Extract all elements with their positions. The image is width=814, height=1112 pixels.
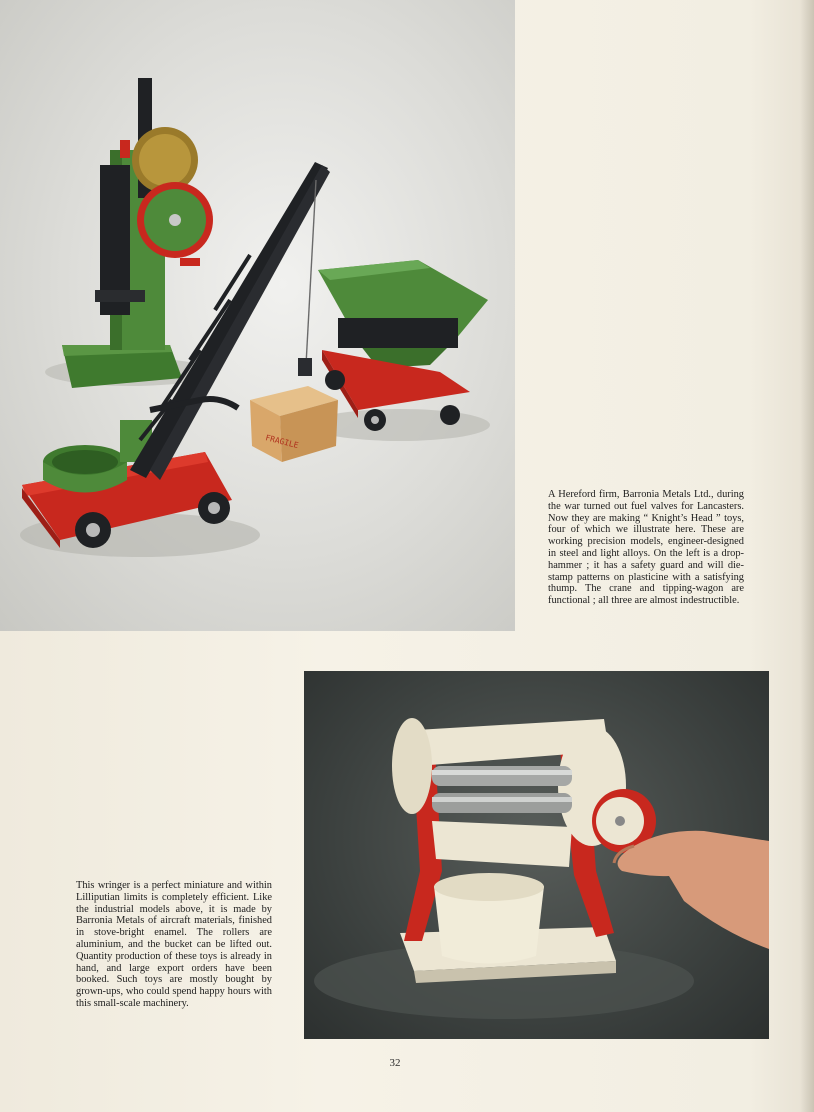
tipping-wagon xyxy=(318,260,488,431)
caption-wringer: This wringer is a perfect miniature and within Lilliputian limits is completely efficient. Like the industrial models above, it is made by Barronia Metals of aircraft materials, finished in stove-bright enamel. The rollers are aluminium, and the bucket can be lifted out. Quantity production of these toys is already in hand, and large export orders have been booked. Such toys are mostly bought by grown-ups, who could spend happy hours with this small-scale machinery. xyxy=(76,880,272,1009)
page-edge-shadow xyxy=(800,0,814,1112)
page-number: 32 xyxy=(389,1057,401,1069)
toys-photo xyxy=(0,0,515,631)
wringer-photo xyxy=(304,671,769,1039)
crate-label: FRAGILE xyxy=(264,433,300,451)
wringer-illustration xyxy=(304,671,769,1039)
caption-toys: A Hereford firm, Barronia Metals Ltd., during the war turned out fuel valves for Lancasters. Now they are making “ Knight’s Head ” toys, four of which we illustrate here. These are working precision models, engineer-designed in steel and light alloys. On the left is a drop-hammer ; it has a safety guard and will die-stamp patterns on plasticine with a satisfying thump. The crane and tipping-wagon are functional ; all three are almost indestructible. xyxy=(548,489,744,607)
fragile-crate xyxy=(250,386,338,462)
drop-hammer xyxy=(62,78,213,388)
toys-illustration xyxy=(0,0,515,631)
